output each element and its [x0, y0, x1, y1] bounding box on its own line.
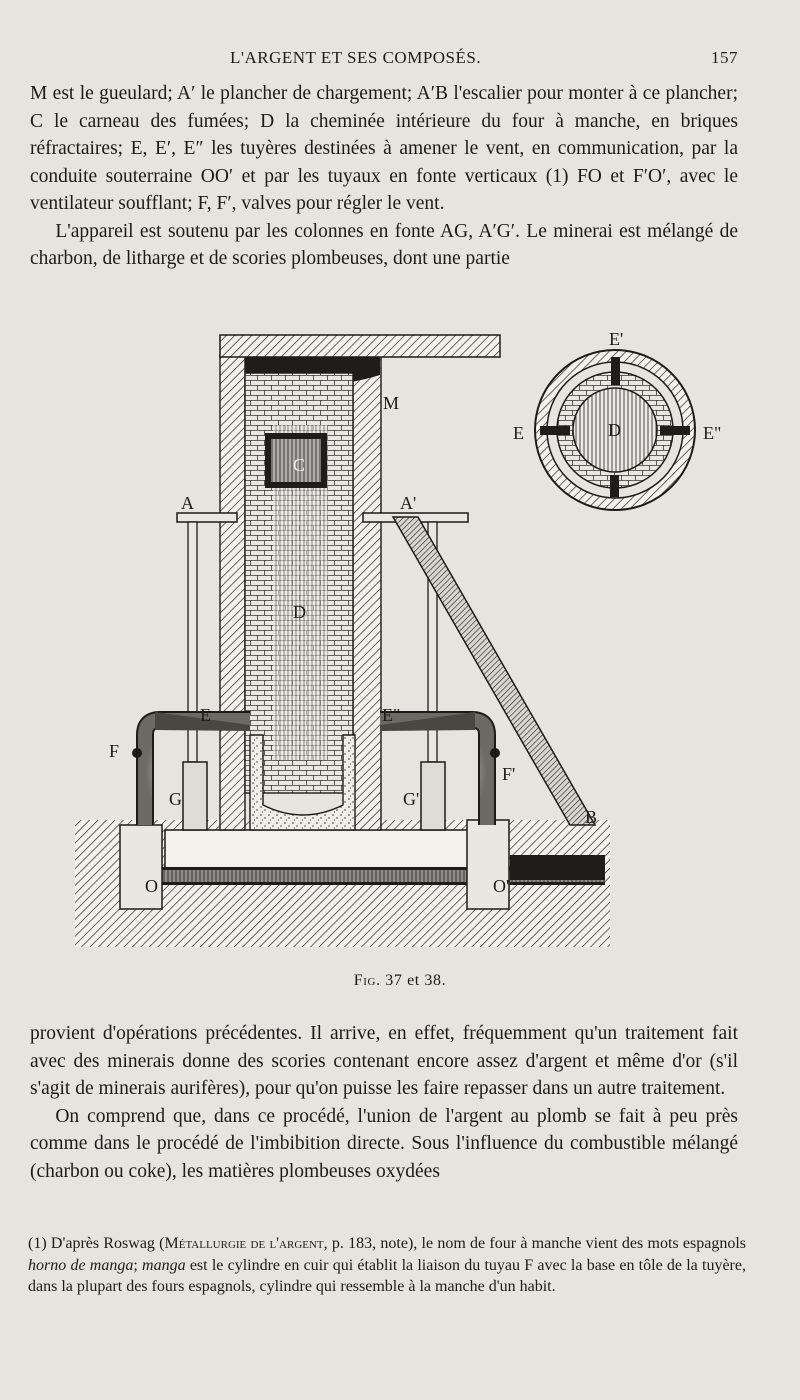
vertical-pipe-FO	[120, 825, 162, 909]
plan-label-D: D	[608, 420, 621, 440]
label-G: G	[169, 789, 182, 809]
footnote-text: est le cylindre en cuir qui établit la liaison du tuyau F avec la base en tôle de la tuyère, dans la plupart des fours espagnols, cylindre qui ressemble à la manche d'un habit.	[28, 1256, 746, 1295]
plan-label-E-prime: E'	[609, 329, 624, 349]
caption-abbr: Fig.	[353, 972, 381, 989]
footnote-text: , p. 183, note), le nom de four à manche vient des mots espagnols	[323, 1235, 746, 1252]
label-E-double: E"	[382, 705, 401, 725]
body-text-bottom	[30, 1020, 738, 1185]
footnote-text: (1) D'après Roswag (	[28, 1235, 165, 1252]
paragraph: M est le gueulard; A′ le plancher de chargement; A′B l'escalier pour monter à ce plancher; C le carneau des fumées; D la cheminée intérieure du four à manche, en briques réfractaires; E, E′, E″ les tuyères destinées à amener le vent, en communication, par la conduite souterraine OO′ et par les tuyaux en fonte verticaux (1) FO et F′O′, avec le ventilateur soufflant; F, F′, valves pour régler le vent.	[30, 83, 738, 214]
label-F-prime: F'	[502, 764, 516, 784]
platform-A	[177, 513, 237, 522]
running-title: L'ARGENT ET SES COMPOSÉS.	[230, 48, 482, 67]
label-O-prime: O'	[493, 876, 510, 896]
base-G-prime	[421, 762, 445, 830]
label-C: C	[293, 455, 306, 475]
page-number: 157	[711, 48, 738, 67]
footnote-text: ;	[133, 1256, 143, 1274]
base-G	[183, 762, 207, 830]
page-header	[30, 44, 738, 74]
footnote-italic: manga	[142, 1256, 186, 1274]
label-G-prime: G'	[403, 789, 420, 809]
furnace-base	[165, 830, 485, 870]
valve-F	[132, 748, 142, 758]
paragraph: L'appareil est soutenu par les colonnes en fonte AG, A′G′. Le minerai est mélangé de charbon, de litharge et de scories plombeuses, dont une partie	[30, 220, 738, 269]
caption-text: 37 et 38.	[385, 972, 447, 989]
figure-caption	[0, 972, 800, 990]
plan-label-E-double: E"	[703, 423, 722, 443]
label-A: A	[181, 493, 194, 513]
footnote-paragraph	[28, 1233, 746, 1298]
label-B: B	[585, 807, 598, 827]
label-F: F	[109, 741, 120, 761]
furnace-illustration	[75, 325, 745, 955]
label-A-prime: A'	[400, 493, 417, 513]
footnote	[28, 1233, 746, 1298]
plan-label-E: E	[513, 423, 524, 443]
paragraph: On comprend que, dans ce procédé, l'union de l'argent au plomb se fait à peu près comme dans le procédé de l'imbibition directe. Sous l'influence du combustible mélangé (charbon ou coke), les matières plombeuses oxydées	[30, 1105, 738, 1182]
paragraph: provient d'opérations précédentes. Il arrive, en effet, fréquemment qu'un traitement fait avec des minerais donne des scories contenant encore assez d'argent et même d'or (s'il s'agit de minerais aurifères), pour qu'on puisse les faire repasser dans un autre traitement.	[30, 1023, 738, 1099]
label-O: O	[145, 876, 158, 896]
footnote-italic: horno de manga	[28, 1256, 134, 1274]
label-D: D	[293, 602, 306, 622]
top-slab	[220, 335, 500, 357]
label-E: E	[200, 705, 211, 725]
footnote-reference: Métallurgie de l'argent	[164, 1235, 324, 1252]
label-M: M	[383, 393, 400, 413]
valve-F-prime	[490, 748, 500, 758]
body-text-top	[30, 80, 738, 273]
